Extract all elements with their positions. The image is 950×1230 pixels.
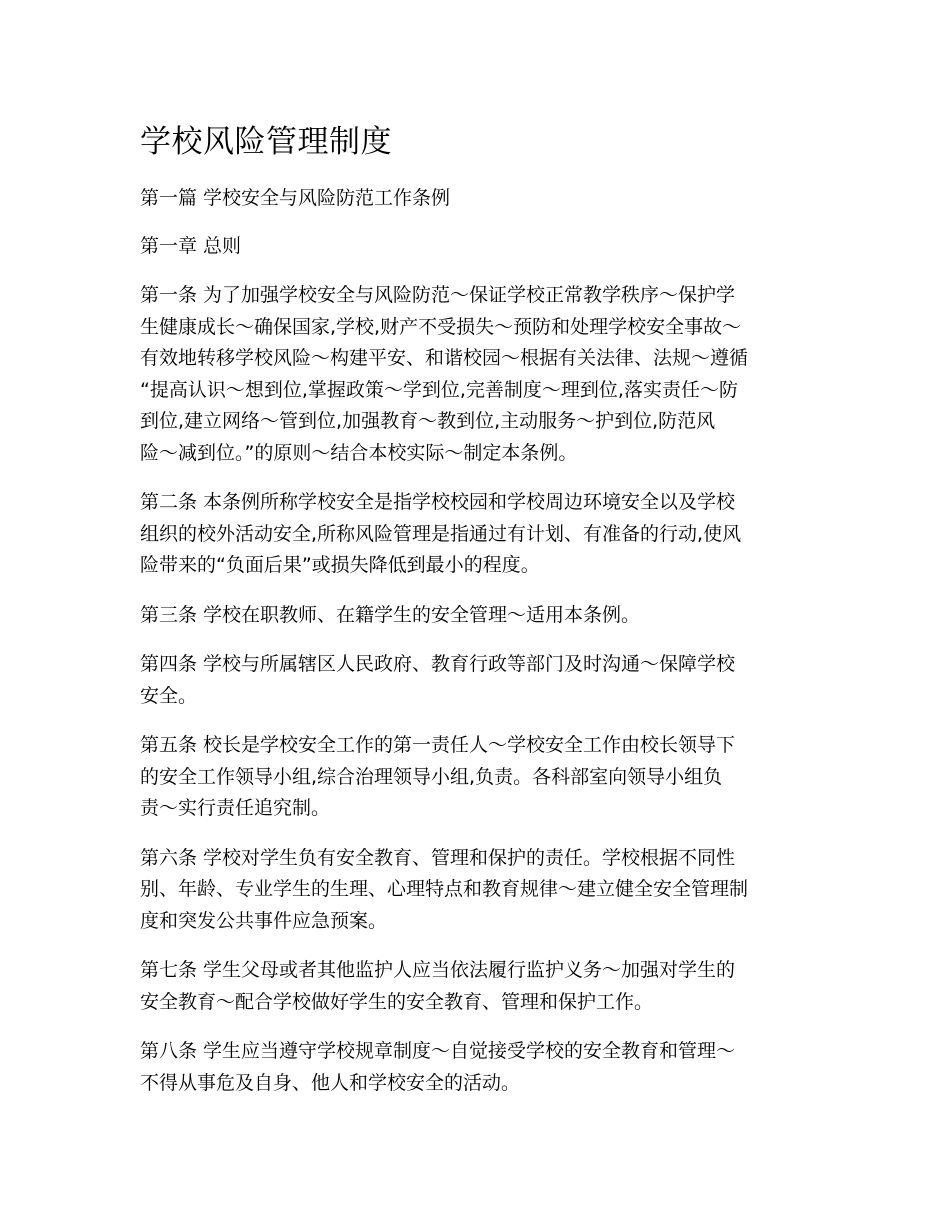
article-line: 别、年龄、专业学生的生理、心理特点和教育规律～建立健全安全管理制 xyxy=(140,878,749,900)
article-paragraph xyxy=(140,280,820,469)
document-page xyxy=(140,120,820,1099)
article-line: 的安全工作领导小组,综合治理领导小组,负责。各科部室向领导小组负 xyxy=(140,765,723,788)
part-heading: 第一篇 学校安全与风险防范工作条例 xyxy=(140,187,451,209)
article-line: 第八条 学生应当遵守学校规章制度～自觉接受学校的安全教育和管理～ xyxy=(140,1040,736,1062)
article-paragraph xyxy=(140,955,820,1018)
document-title: 学校风险管理制度 xyxy=(140,124,392,160)
article-line: 第七条 学生父母或者其他监护人应当依法履行监护义务～加强对学生的 xyxy=(140,959,736,981)
chapter-heading: 第一章 总则 xyxy=(140,235,242,257)
article-paragraph xyxy=(140,649,820,712)
article-line: 责～实行责任追究制。 xyxy=(140,797,331,819)
article-paragraph xyxy=(140,730,820,825)
article-line: 险～减到位。”的原则～结合本校实际～制定本条例。 xyxy=(140,441,578,464)
article-line: 安全。 xyxy=(140,684,198,707)
article-line: 到位,建立网络～管到位,加强教育～教到位,主动服务～护到位,防范风 xyxy=(140,410,716,432)
article-line: 第五条 校长是学校安全工作的第一责任人～学校安全工作由校长领导下 xyxy=(140,734,736,756)
article-line: 第四条 学校与所属辖区人民政府、教育行政等部门及时沟通～保障学校 xyxy=(140,653,736,675)
article-line: 第二条 本条例所称学校安全是指学校校园和学校周边环境安全以及学校 xyxy=(140,491,736,513)
article-line: 不得从事危及自身、他人和学校安全的活动。 xyxy=(140,1071,521,1094)
articles-list xyxy=(140,280,820,1099)
article-paragraph xyxy=(140,843,820,938)
article-paragraph xyxy=(140,600,820,632)
article-line: “提高认识～想到位,掌握政策～学到位,完善制度～理到位,落实责任～防 xyxy=(140,378,738,401)
article-paragraph xyxy=(140,487,820,582)
article-line: 险带来的“负面后果”或损失降低到最小的程度。 xyxy=(140,554,540,576)
article-line: 第三条 学校在职教师、在籍学生的安全管理～适用本条例。 xyxy=(140,603,641,626)
article-line: 生健康成长～确保国家,学校,财产不受损失～预防和处理学校安全事故～ xyxy=(140,315,742,338)
article-line: 度和突发公共事件应急预案。 xyxy=(140,909,388,932)
article-line: 组织的校外活动安全,所称风险管理是指通过有计划、有准备的行动,使风 xyxy=(140,522,742,545)
article-line: 有效地转移学校风险～构建平安、和谐校园～根据有关法律、法规～遵循 xyxy=(140,347,749,369)
article-line: 第一条 为了加强学校安全与风险防范～保证学校正常教学秩序～保护学 xyxy=(140,284,736,306)
article-paragraph xyxy=(140,1036,820,1099)
article-line: 第六条 学校对学生负有安全教育、管理和保护的责任。学校根据不同性 xyxy=(140,846,736,869)
article-line: 安全教育～配合学校做好学生的安全教育、管理和保护工作。 xyxy=(140,990,654,1013)
